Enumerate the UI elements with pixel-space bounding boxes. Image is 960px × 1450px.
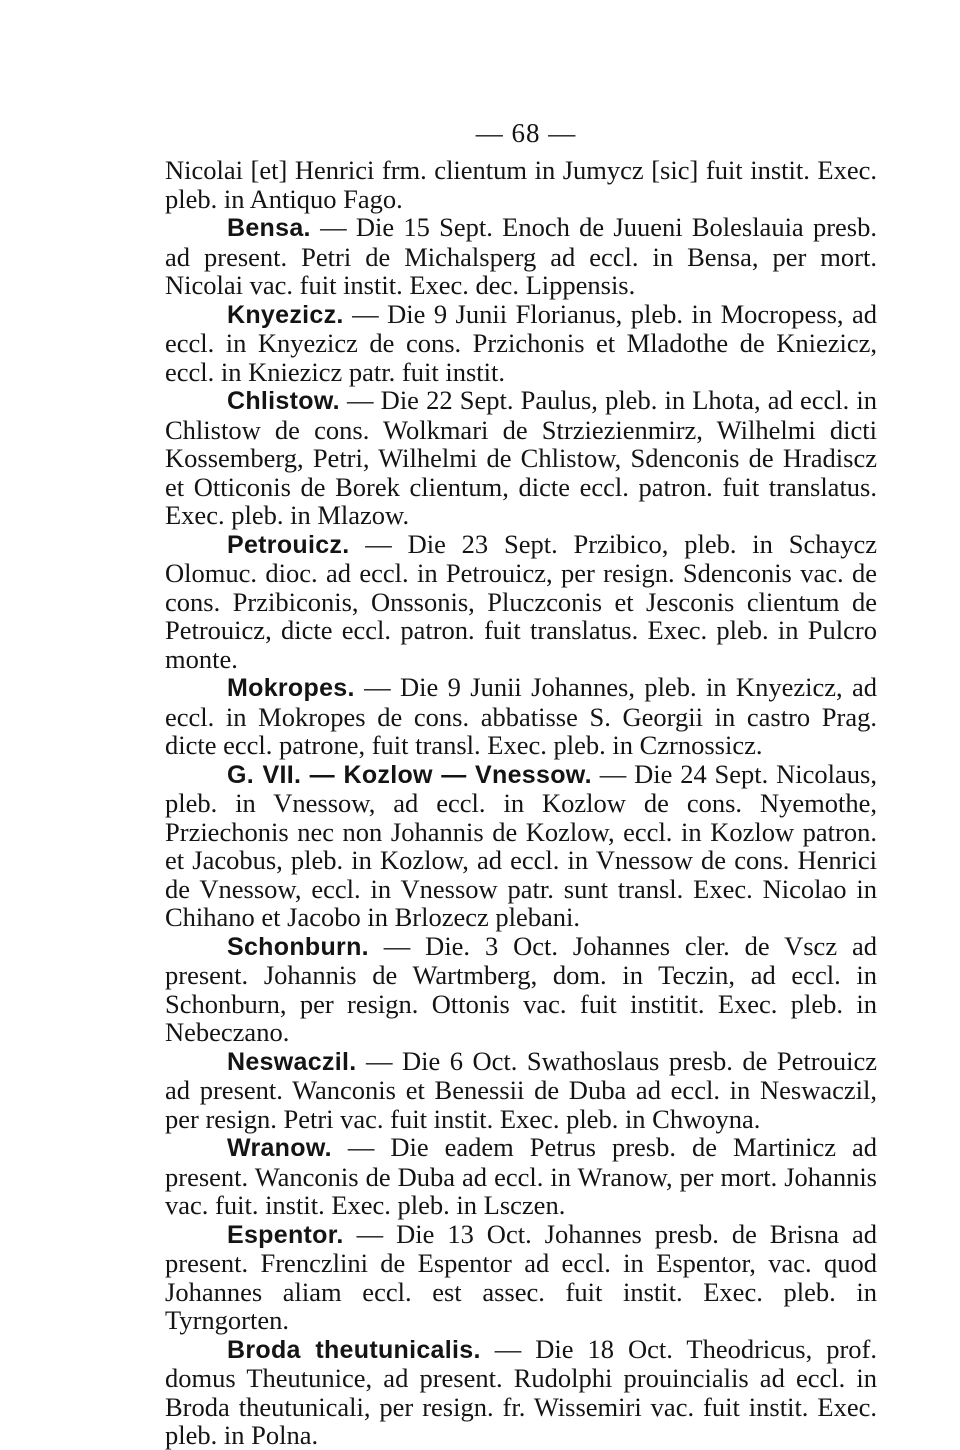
entry-heading: Petrouicz. [227,531,349,559]
entry-kozlow-vnessow [165,760,877,932]
entry-heading: Bensa. [227,214,311,242]
entry-text: — Die 6 Oct. Swathoslaus presb. de Petrouicz ad present. Wanconis et Benessii de Duba ad eccl. in Neswaczil, per resign. Petri vac. fuit instit. Exec. pleb. in Chwoyna. [165,1046,877,1134]
entry-heading: Neswaczil. [227,1048,356,1076]
entry-heading: Espentor. [227,1221,344,1249]
entry-heading: Mokropes. [227,674,355,702]
entry-text: — Die 18 Oct. Theodricus, prof. domus Theutunice, ad present. Rudolphi prouincialis ad eccl. in Broda theutunicali, per resign. fr. Wissemiri vac. fuit instit. Exec. pleb. in Polna. [165,1334,877,1450]
entry-heading: Chlistow. [227,387,340,415]
entry-text: Nicolai [et] Henrici frm. clientum in Jumycz [sic] fuit instit. Exec. pleb. in Antiquo Fago. [165,155,877,214]
entry-broda-theutunicalis [165,1335,877,1450]
entry-heading: Knyezicz. [227,301,344,329]
entry-bensa [165,213,877,300]
entry-text: — Die 9 Junii Florianus, pleb. in Mocropess, ad eccl. in Knyezicz de cons. Przichonis et Mladothe de Kniezicz, eccl. in Kniezicz patr. fuit instit. [165,299,877,387]
entry-knyezicz [165,300,877,387]
entry-heading: Schonburn. [227,933,369,961]
entry-text: — Die. 3 Oct. Johannes cler. de Vscz ad present. Johannis de Wartmberg, dom. in Teczin, ad eccl. in Schonburn, per resign. Ottonis vac. fuit institit. Exec. pleb. in Nebeczano. [165,931,877,1048]
entry-heading: Broda theutunicalis. [227,1336,481,1364]
entry-chlistow [165,386,877,530]
page-number: — 68 — [0,118,960,149]
entry-heading: Wranow. [227,1134,332,1162]
entry-text: — Die eadem Petrus presb. de Martinicz ad present. Wanconis de Duba ad eccl. in Wranow, per mort. Johannis vac. fuit. instit. Exec. pleb. in Lsczen. [165,1132,877,1220]
entry-text: — Die 22 Sept. Paulus, pleb. in Lhota, ad eccl. in Chlistow de cons. Wolkmari de Strziezienmirz, Wilhelmi dicti Kossemberg, Petri, Wilhelmi de Chlistow, Sdenconis de Hradiscz et Otticonis de Borek clientum, dicte eccl. patron. fuit translatus. Exec. pleb. in Mlazow. [165,385,877,530]
entry-neswaczil [165,1047,877,1134]
entry-wranow [165,1133,877,1220]
entry-text: — Die 9 Junii Johannes, pleb. in Knyezicz, ad eccl. in Mokropes de cons. abbatisse S. Georgii in castro Prag. dicte eccl. patrone, fuit transl. Exec. pleb. in Czrnossicz. [165,672,877,760]
entry-schonburn [165,932,877,1047]
entry-text: — Die 23 Sept. Przibico, pleb. in Schaycz Olomuc. dioc. ad eccl. in Petrouicz, per resign. Sdenconis vac. de cons. Przibiconis, Onssonis, Pluczconis et Jesconis clientum de Petrouicz, dicte eccl. patron. fuit translatus. Exec. pleb. in Pulcro monte. [165,529,877,674]
entry-mokropes [165,673,877,760]
entry-text: — Die 24 Sept. Nicolaus, pleb. in Vnessow, ad eccl. in Kozlow de cons. Nyemothe, Prziechonis nec non Johannis de Kozlow, eccl. in Kozlow patron. et Jacobus, pleb. in Kozlow, ad eccl. in Vnessow de cons. Henrici de Vnessow, eccl. in Vnessow patr. sunt transl. Exec. Nicolao in Chihano et Jacobo in Brlozecz plebani. [165,759,877,933]
document-body [165,156,877,1450]
entry-heading: G. VII. — Kozlow — Vnessow. [227,761,592,789]
entry-petrouicz [165,530,877,674]
entry-text: — Die 15 Sept. Enoch de Juueni Boleslauia presb. ad present. Petri de Michalsperg ad eccl. in Bensa, per mort. Nicolai vac. fuit instit. Exec. dec. Lippensis. [165,212,877,300]
entry-continuation [165,156,877,213]
entry-text: — Die 13 Oct. Johannes presb. de Brisna ad present. Frenczlini de Espentor ad eccl. in Espentor, vac. quod Johannes aliam eccl. est assec. fuit instit. Exec. pleb. in Tyrngorten. [165,1219,877,1336]
entry-espentor [165,1220,877,1335]
